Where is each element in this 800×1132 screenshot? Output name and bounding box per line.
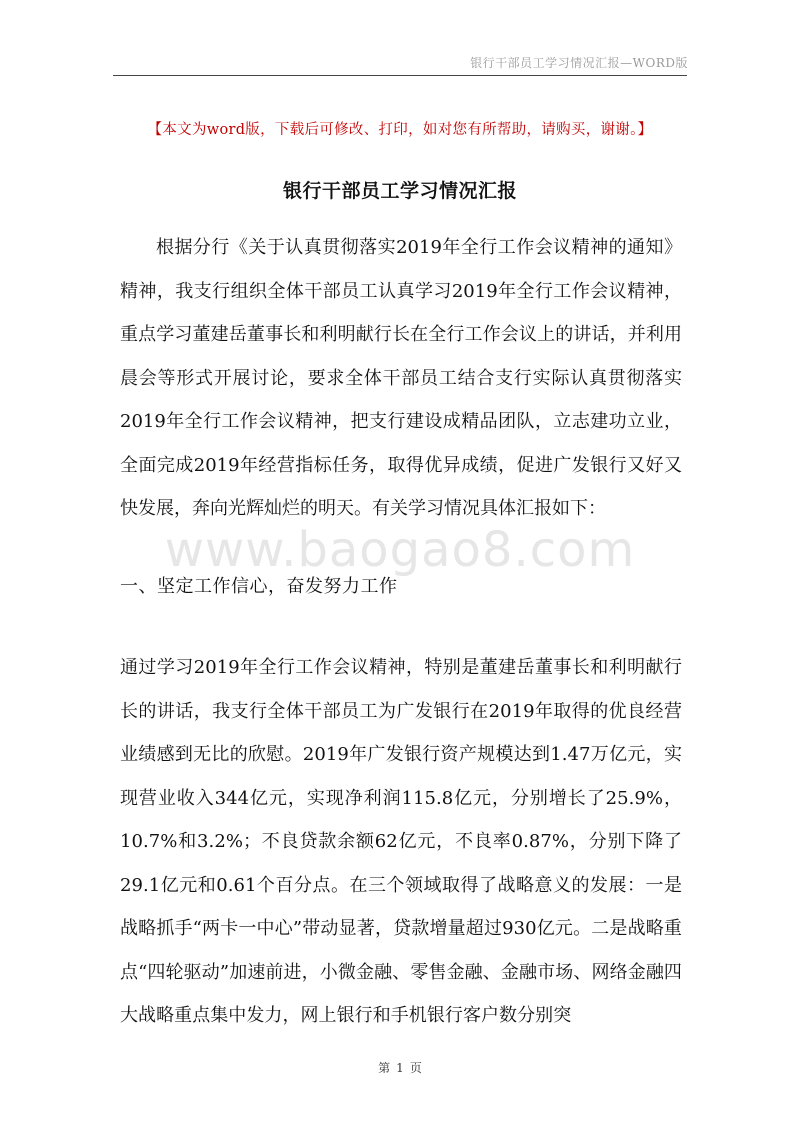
running-header: 银行干部员工学习情况汇报—WORD版 [470,56,688,70]
page-footer [0,1059,800,1076]
section-body-paragraph: 通过学习2019年全行工作会议精神，特别是董建岳董事长和利明献行长的讲话，我支行全体干部员工为广发银行在2019年取得的优良经营业绩感到无比的欣慰。2019年广发银行资产规模达到1.47万亿元，实现营业收入344亿元，实现净利润115.8亿元，分别增长了25.9%，10.7%和3.2%；不良贷款余额62亿元，不良率0.87%，分别下降了29.1亿元和0.61个百分点。在三个领域取得了战略意义的发展：一是战略抓手“两卡一中心”带动显著，贷款增量超过930亿元。二是战略重点“四轮驱动”加速前进，小微金融、零售金融、金融市场、网络金融四大战略重点集中发力，网上银行和手机银行客户数分别突 [120,657,682,1026]
document-title: 银行干部员工学习情况汇报 [282,180,517,202]
watermark: www.baogao8.com [164,522,636,578]
header-divider [113,75,687,76]
purchase-notice: 【本文为word版，下载后可修改、打印，如对您有所帮助，请购买，谢谢。】 [147,122,653,138]
page-number: 1 [396,1061,404,1075]
intro-paragraph: 根据分行《关于认真贯彻落实2019年全行工作会议精神的通知》精神，我支行组织全体干部员工认真学习2019年全行工作会议精神，重点学习董建岳董事长和利明献行长在全行工作会议上的讲话，并利用晨会等形式开展讨论，要求全体干部员工结合支行实际认真贯彻落实2019年全行工作会议精神，把支行建设成精品团队，立志建功立业，全面完成2019年经营指标任务，取得优异成绩，促进广发银行又好又快发展，奔向光辉灿烂的明天。有关学习情况具体汇报如下： [120,237,682,519]
page-prefix: 第 [378,1061,391,1075]
page-suffix: 页 [409,1061,422,1075]
section-heading: 一、坚定工作信心，奋发努力工作 [120,576,398,597]
